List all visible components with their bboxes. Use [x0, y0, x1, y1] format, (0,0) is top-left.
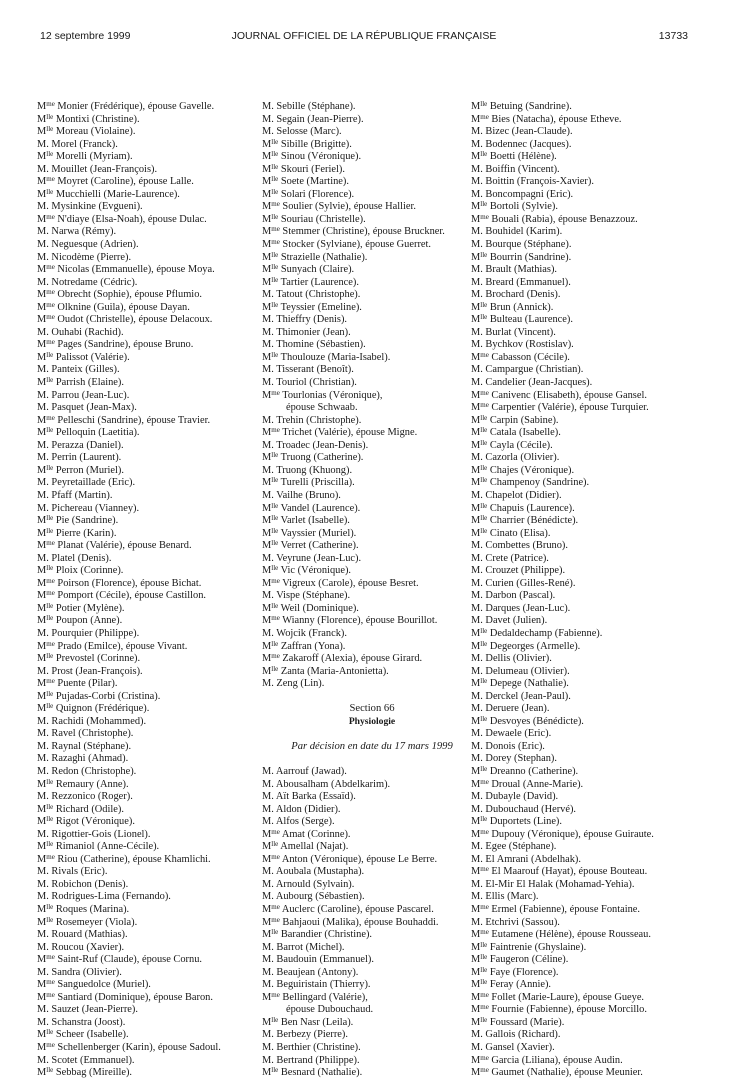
list-item: M. Boittin (François-Xavier).: [471, 176, 594, 188]
list-item: M. Parrou (Jean-Luc).: [37, 389, 130, 401]
list-item: $M^{lle}$ Degeorges (Armelle).: [471, 640, 581, 652]
list-item: M. Pourquier (Philippe).: [37, 627, 140, 639]
list-item: M. Prost (Jean-François).: [37, 665, 143, 677]
list-item: M. Narwa (Rémy).: [37, 226, 117, 238]
list-item: M. Nicodème (Pierre).: [37, 251, 132, 263]
list-item: $M^{me}$ Soulier (Sylvie), épouse Hallier.: [262, 201, 417, 213]
list-item: M. Boiffin (Vincent).: [471, 163, 560, 175]
list-item: M. Rivals (Eric).: [37, 866, 108, 878]
list-item: $M^{me}$ Pomport (Cécile), épouse Castillon.: [37, 590, 207, 602]
list-item: M. Brault (Mathias).: [471, 264, 557, 276]
list-item: M. Ravel (Christophe).: [37, 728, 134, 740]
list-item: M. Vispe (Stéphane).: [262, 590, 351, 602]
list-item: M. Wojcik (Franck).: [262, 627, 347, 639]
list-item: $M^{lle}$ Dedaldechamp (Fabienne).: [471, 627, 603, 639]
list-item: $M^{me}$ Amat (Corinne).: [262, 828, 351, 840]
list-item: $M^{me}$ Santiard (Dominique), épouse Baron.: [37, 991, 213, 1003]
list-item: $M^{lle}$ Sunyach (Claire).: [262, 264, 355, 276]
list-item: M. Segain (Jean-Pierre).: [262, 113, 364, 125]
list-item: $M^{me}$ Garcia (Liliana), épouse Audin.: [471, 1054, 623, 1066]
list-item: $M^{me}$ Follet (Marie-Laure), épouse Gueye.: [471, 991, 645, 1003]
list-item: $M^{lle}$ Betuing (Sandrine).: [471, 101, 572, 112]
list-item: M. Tisserant (Benoît).: [262, 364, 354, 376]
list-item: M. Bizec (Jean-Claude).: [471, 126, 573, 138]
list-item: $M^{me}$ Vigreux (Carole), épouse Besret.: [262, 577, 419, 589]
list-item: M. Dellis (Olivier).: [471, 653, 552, 665]
list-item: $M^{lle}$ Brun (Annick).: [471, 301, 554, 313]
list-item: M. Deruere (Jean).: [471, 703, 550, 715]
list-item: M. Etchrivi (Sassou).: [471, 916, 560, 928]
list-item: $M^{lle}$ Remaury (Anne).: [37, 778, 129, 790]
list-item: $M^{lle}$ Soete (Martine).: [262, 176, 349, 188]
list-item: $M^{lle}$ Perron (Muriel).: [37, 464, 124, 476]
list-item: M. Selosse (Marc).: [262, 126, 342, 138]
list-item: M. Raynal (Stéphane).: [37, 740, 132, 752]
section-block: [262, 691, 482, 766]
list-item: $M^{lle}$ Catala (Isabelle).: [471, 427, 561, 439]
list-item: M. Truong (Khuong).: [262, 464, 353, 476]
list-item: M. Morel (Franck).: [37, 138, 118, 150]
list-item: M. Troadec (Jean-Denis).: [262, 439, 369, 451]
list-item: $M^{lle}$ Parrish (Elaine).: [37, 377, 124, 389]
issue-date: 12 septembre 1999: [40, 30, 131, 42]
list-item: $M^{lle}$ Faye (Florence).: [471, 966, 559, 978]
list-item: M. Perazza (Daniel).: [37, 439, 124, 451]
list-item: $M^{lle}$ Sebbag (Mireille).: [37, 1067, 133, 1079]
list-item: M. Berthier (Christine).: [262, 1042, 361, 1054]
list-item: $M^{lle}$ Zanta (Maria-Antonietta).: [262, 665, 389, 677]
list-item: $M^{lle}$ Ploix (Corinne).: [37, 565, 124, 577]
list-item: $M^{me}$ Ermel (Fabienne), épouse Fontaine.: [471, 904, 641, 915]
list-item: $M^{lle}$ Carpin (Sabine).: [471, 414, 559, 426]
page-header: [40, 30, 688, 46]
list-item: M. Perrin (Laurent).: [37, 452, 122, 464]
list-item: M. Aoubala (Mustapha).: [262, 866, 365, 878]
list-item: $M^{me}$ Monier (Frédérique), épouse Gavelle.: [37, 101, 215, 112]
list-item: M. Notredame (Cédric).: [37, 276, 138, 288]
list-item: M. Bodennec (Jacques).: [471, 138, 572, 150]
list-item: $M^{lle}$ Bulteau (Laurence).: [471, 314, 573, 326]
list-item: $M^{lle}$ Quignon (Frédérique).: [37, 703, 150, 715]
list-item: M. Bouhidel (Karim).: [471, 226, 563, 238]
list-item: $M^{lle}$ Scheer (Isabelle).: [37, 1029, 129, 1041]
list-item: M. Ellis (Marc).: [471, 891, 539, 903]
list-item: M. Beguiristain (Thierry).: [262, 979, 371, 991]
list-item: $M^{me}$ Zakaroff (Alexia), épouse Girard.: [262, 653, 423, 665]
list-item: M. Schanstra (Joost).: [37, 1016, 126, 1028]
list-item: $M^{lle}$ Pelloquin (Laetitia).: [37, 427, 140, 439]
list-item: M. Dewaele (Eric).: [471, 728, 552, 740]
list-item: épouse Dubouchaud.: [286, 1004, 374, 1016]
list-item: $M^{lle}$ Ben Nasr (Leila).: [262, 1016, 354, 1028]
list-item: $M^{lle}$ Thoulouze (Maria-Isabel).: [262, 351, 391, 363]
list-item: M. Rigottier-Gois (Lionel).: [37, 828, 151, 840]
list-item: $M^{lle}$ Prevostel (Corinne).: [37, 653, 141, 665]
list-item: $M^{me}$ Nicolas (Emmanuelle), épouse Moya.: [37, 264, 215, 276]
list-item: M. Scotet (Emmanuel).: [37, 1054, 135, 1066]
list-item: M. Rachidi (Mohammed).: [37, 715, 147, 727]
list-item: M. Arnould (Sylvain).: [262, 878, 355, 890]
list-item: M. Platel (Denis).: [37, 552, 112, 564]
list-item: M. Rodrigues-Lima (Fernando).: [37, 891, 171, 903]
list-item: $M^{me}$ Riou (Catherine), épouse Khamlichi.: [37, 853, 211, 865]
list-item: $M^{lle}$ Sibille (Brigitte).: [262, 138, 352, 150]
list-item: $M^{me}$ Pelleschi (Sandrine), épouse Travier.: [37, 414, 211, 426]
list-item: $M^{me}$ Dupouy (Véronique), épouse Guiraute.: [471, 828, 654, 840]
list-item: $M^{lle}$ Solari (Florence).: [262, 188, 355, 200]
list-item: $M^{lle}$ Vic (Véronique).: [262, 565, 352, 577]
list-item: M. Beaujean (Antony).: [262, 966, 359, 978]
list-item: $M^{me}$ Stemmer (Christine), épouse Bruckner.: [262, 226, 445, 238]
list-item: $M^{lle}$ Souriau (Christelle).: [262, 213, 366, 225]
list-item: $M^{lle}$ Foussard (Marie).: [471, 1016, 565, 1028]
list-item: M. Neguesque (Adrien).: [37, 239, 139, 251]
list-item: $M^{lle}$ Faugeron (Céline).: [471, 954, 569, 966]
list-item: $M^{lle}$ Feray (Annie).: [471, 979, 552, 991]
list-item: $M^{me}$ Pages (Sandrine), épouse Bruno.: [37, 339, 194, 351]
list-item: $M^{lle}$ Roques (Marina).: [37, 904, 130, 915]
list-item: $M^{lle}$ Pujadas-Corbi (Cristina).: [37, 690, 161, 702]
list-item: $M^{lle}$ Chapuis (Laurence).: [471, 502, 575, 514]
list-item: $M^{me}$ Eutamene (Hélène), épouse Rousseau.: [471, 929, 651, 941]
list-item: M. Redon (Christophe).: [37, 765, 137, 777]
list-item: M. Derckel (Jean-Paul).: [471, 690, 571, 702]
list-item: M. Touriol (Christian).: [262, 377, 357, 389]
list-item: $M^{me}$ Droual (Anne-Marie).: [471, 778, 584, 790]
list-item: M. Trehin (Christophe).: [262, 414, 362, 426]
list-item: $M^{me}$ Canivenc (Elisabeth), épouse Gansel.: [471, 389, 647, 401]
list-item: $M^{lle}$ Verret (Catherine).: [262, 540, 359, 552]
list-item: $M^{lle}$ Turelli (Priscilla).: [262, 477, 355, 489]
list-section-65-continued: [262, 101, 482, 691]
list-item: $M^{lle}$ Barandier (Christine).: [262, 929, 373, 941]
list-item: M. Delumeau (Olivier).: [471, 665, 570, 677]
column-left: [37, 101, 257, 1080]
list-section-66: [262, 766, 482, 1080]
list-item: $M^{lle}$ Besnard (Nathalie).: [262, 1067, 363, 1079]
list-item: M. Egee (Stéphane).: [471, 841, 557, 853]
list-item: M. Vailhe (Bruno).: [262, 489, 341, 501]
list-item: $M^{lle}$ Amellal (Najat).: [262, 841, 349, 853]
list-item: M. Boncompagni (Eric).: [471, 188, 574, 200]
list-item: $M^{me}$ Saint-Ruf (Claude), épouse Cornu.: [37, 954, 202, 966]
list-item: $M^{lle}$ Tartier (Laurence).: [262, 276, 359, 288]
list-item: M. Curien (Gilles-René).: [471, 577, 576, 589]
list-item: M. Brochard (Denis).: [471, 289, 561, 301]
list-item: $M^{lle}$ Chajes (Véronique).: [471, 464, 575, 476]
column-right: [471, 101, 691, 1080]
list-item: $M^{me}$ Gaumet (Nathalie), épouse Meunier.: [471, 1067, 643, 1079]
list-item: $M^{lle}$ Palissot (Valérie).: [37, 351, 130, 363]
list-item: M. Sandra (Olivier).: [37, 966, 122, 978]
list-item: $M^{me}$ Stocker (Sylviane), épouse Guerret.: [262, 239, 432, 251]
list-item: M. Pasquet (Jean-Max).: [37, 402, 137, 414]
list-item: $M^{lle}$ Bortoli (Sylvie).: [471, 201, 558, 213]
section-subject: Physiologie: [348, 715, 396, 727]
list-item: $M^{lle}$ Richard (Odile).: [37, 803, 124, 815]
page-number: 13733: [658, 30, 688, 42]
list-item: $M^{me}$ Moyret (Caroline), épouse Lalle.: [37, 176, 194, 188]
list-item: $M^{lle}$ Champenoy (Sandrine).: [471, 477, 590, 489]
list-item: $M^{lle}$ Bourrin (Sandrine).: [471, 251, 572, 263]
list-item: $M^{lle}$ Poupon (Anne).: [37, 615, 123, 627]
list-item: $M^{me}$ Carpentier (Valérie), épouse Turquier.: [471, 402, 649, 414]
list-item: M. Darques (Jean-Luc).: [471, 602, 571, 614]
list-item: M. Dubayle (David).: [471, 791, 559, 803]
list-item: $M^{lle}$ Cayla (Cécile).: [471, 439, 553, 451]
list-item: $M^{lle}$ Boetti (Hélène).: [471, 151, 557, 163]
list-item: $M^{me}$ Obrecht (Sophie), épouse Pflumio.: [37, 289, 202, 301]
list-item: M. Alfos (Serge).: [262, 816, 335, 828]
list-item: $M^{lle}$ Skouri (Feriel).: [262, 163, 345, 175]
list-item: M. Bourque (Stéphane).: [471, 239, 572, 251]
list-item: $M^{me}$ Bouali (Rabia), épouse Benazzouz.: [471, 213, 638, 225]
list-item: M. Campargue (Christian).: [471, 364, 584, 376]
list-item: M. Thieffry (Denis).: [262, 314, 348, 326]
list-item: M. Mouillet (Jean-François).: [37, 163, 158, 175]
section-heading: Section 66: [349, 703, 395, 715]
list-item: $M^{lle}$ Teyssier (Emeline).: [262, 301, 362, 313]
list-item: M. Peyretaillade (Eric).: [37, 477, 136, 489]
list-item: M. Pichereau (Vianney).: [37, 502, 140, 514]
list-item: $M^{me}$ Oudot (Christelle), épouse Delacoux.: [37, 314, 213, 326]
list-item: $M^{lle}$ Vayssier (Muriel).: [262, 527, 357, 539]
list-item: M. Sauzet (Jean-Pierre).: [37, 1004, 138, 1016]
list-item: $M^{lle}$ Rigot (Véronique).: [37, 816, 135, 828]
column-middle: [262, 101, 482, 1080]
list-item: $M^{lle}$ Zaffran (Yona).: [262, 640, 346, 652]
list-item: $M^{lle}$ Truong (Catherine).: [262, 452, 364, 464]
list-item: $M^{me}$ Puente (Pilar).: [37, 678, 118, 690]
list-item: M. El Amrani (Abdelhak).: [471, 853, 581, 865]
list-item: M. Dubouchaud (Hervé).: [471, 803, 577, 815]
list-item: $M^{me}$ Trichet (Valérie), épouse Migne.: [262, 427, 418, 439]
list-item: $M^{lle}$ Varlet (Isabelle).: [262, 515, 350, 527]
list-item: M. Mysinkine (Evgueni).: [37, 201, 143, 213]
list-item: $M^{me}$ Bahjaoui (Malika), épouse Bouhaddi.: [262, 916, 439, 928]
list-item: M. Donois (Eric).: [471, 740, 545, 752]
list-item: M. Abousalham (Abdelkarim).: [262, 778, 391, 790]
list-item: M. El-Mir El Halak (Mohamad-Yehia).: [471, 878, 635, 890]
list-item: $M^{lle}$ Desvoyes (Bénédicte).: [471, 715, 584, 727]
list-item: $M^{me}$ Bies (Natacha), épouse Etheve.: [471, 113, 622, 125]
list-item: M. Combettes (Bruno).: [471, 540, 568, 552]
list-item: M. Davet (Julien).: [471, 615, 548, 627]
list-item: $M^{lle}$ Montixi (Christine).: [37, 113, 140, 125]
list-item: $M^{me}$ Tourlonias (Véronique),: [262, 389, 383, 401]
list-item: $M^{me}$ Schellenberger (Karin), épouse Sadoul.: [37, 1042, 221, 1054]
list-item: M. Breard (Emmanuel).: [471, 276, 571, 288]
list-item: $M^{lle}$ Cinato (Elisa).: [471, 527, 551, 539]
list-item: $M^{me}$ Olknine (Guila), épouse Dayan.: [37, 301, 190, 313]
list-item: M. Tatout (Christophe).: [262, 289, 361, 301]
decision-date-line: Par décision en date du 17 mars 1999: [291, 740, 453, 752]
list-item: $M^{me}$ El Maarouf (Hayat), épouse Bouteau.: [471, 866, 648, 878]
list-item: M. Darbon (Pascal).: [471, 590, 556, 602]
list-item: $M^{lle}$ Duportets (Line).: [471, 816, 562, 828]
list-item: $M^{lle}$ Strazielle (Nathalie).: [262, 251, 368, 263]
list-item: $M^{lle}$ Rosemeyer (Viola).: [37, 916, 138, 928]
list-item: $M^{me}$ Cabasson (Cécile).: [471, 351, 570, 363]
list-item: $M^{lle}$ Sinou (Véronique).: [262, 151, 362, 163]
list-item: M. Aarrouf (Jawad).: [262, 765, 347, 777]
list-item: $M^{me}$ Wianny (Florence), épouse Bourillot.: [262, 615, 438, 627]
list-item: $M^{lle}$ Charrier (Bénédicte).: [471, 515, 579, 527]
list-item: M. Barrot (Michel).: [262, 941, 345, 953]
list-item: M. Rouard (Mathias).: [37, 929, 128, 941]
list-item: $M^{lle}$ Pie (Sandrine).: [37, 515, 119, 527]
list-item: M. Roucou (Xavier).: [37, 941, 125, 953]
list-item: M. Razaghi (Ahmad).: [37, 753, 129, 765]
list-item: $M^{lle}$ Faintrenie (Ghyslaine).: [471, 941, 587, 953]
list-item: M. Gallois (Richard).: [471, 1029, 561, 1041]
list-item: M. Candelier (Jean-Jacques).: [471, 377, 593, 389]
list-item: M. Veyrune (Jean-Luc).: [262, 552, 362, 564]
list-item: M. Ouhabi (Rachid).: [37, 326, 124, 338]
list-item: $M^{lle}$ Vandel (Laurence).: [262, 502, 361, 514]
list-item: $M^{lle}$ Mucchielli (Marie-Laurence).: [37, 188, 180, 200]
list-item: $M^{me}$ Auclerc (Caroline), épouse Pascarel.: [262, 904, 434, 915]
list-item: $M^{lle}$ Moreau (Violaine).: [37, 126, 136, 138]
list-item: M. Thomine (Sébastien).: [262, 339, 366, 351]
list-item: $M^{me}$ Prado (Emilce), épouse Vivant.: [37, 640, 188, 652]
list-item: M. Rezzonico (Roger).: [37, 791, 133, 803]
list-item: M. Aldon (Didier).: [262, 803, 341, 815]
list-item: $M^{me}$ Fournie (Fabienne), épouse Morcillo.: [471, 1004, 647, 1016]
list-item: M. Crete (Patrice).: [471, 552, 549, 564]
list-item: $M^{lle}$ Pierre (Karin).: [37, 527, 117, 539]
list-item: $M^{me}$ Sanguedolce (Muriel).: [37, 979, 151, 991]
list-item: M. Cazorla (Olivier).: [471, 452, 560, 464]
list-item: M. Panteix (Gilles).: [37, 364, 120, 376]
list-item: $M^{me}$ Bellingard (Valérie),: [262, 991, 368, 1003]
list-item: M. Dorey (Stephan).: [471, 753, 557, 765]
list-item: épouse Schwaab.: [286, 402, 358, 414]
list-item: M. Bychkov (Rostislav).: [471, 339, 574, 351]
list-item: $M^{lle}$ Depege (Nathalie).: [471, 678, 569, 690]
list-item: $M^{lle}$ Weil (Dominique).: [262, 602, 359, 614]
list-item: $M^{lle}$ Dreanno (Catherine).: [471, 765, 579, 777]
list-item: $M^{me}$ Poirson (Florence), épouse Bichat.: [37, 577, 202, 589]
list-item: M. Burlat (Vincent).: [471, 326, 556, 338]
list-item: M. Zeng (Lin).: [262, 678, 325, 690]
list-item: M. Aubourg (Sébastien).: [262, 891, 365, 903]
list-item: M. Crouzet (Philippe).: [471, 565, 566, 577]
list-item: M. Chapelot (Didier).: [471, 489, 562, 501]
list-item: $M^{me}$ Anton (Véronique), épouse Le Berre.: [262, 853, 438, 865]
list-item: $M^{me}$ N'diaye (Elsa-Noah), épouse Dulac.: [37, 213, 207, 225]
list-item: M. Baudouin (Emmanuel).: [262, 954, 374, 966]
list-item: $M^{me}$ Planat (Valérie), épouse Benard.: [37, 540, 192, 552]
list-item: M. Thimonier (Jean).: [262, 326, 351, 338]
list-item: $M^{lle}$ Potier (Mylène).: [37, 602, 125, 614]
list-item: M. Aït Barka (Essaïd).: [262, 791, 356, 803]
list-item: M. Robichon (Denis).: [37, 878, 129, 890]
journal-title: JOURNAL OFFICIEL DE LA RÉPUBLIQUE FRANÇAISE: [231, 30, 497, 42]
list-item: $M^{lle}$ Rimaniol (Anne-Cécile).: [37, 841, 160, 853]
list-item: $M^{lle}$ Morelli (Myriam).: [37, 151, 133, 163]
list-item: M. Sebille (Stéphane).: [262, 101, 356, 112]
list-item: M. Gansel (Xavier).: [471, 1042, 555, 1054]
list-item: M. Bertrand (Philippe).: [262, 1054, 360, 1066]
list-item: M. Pfaff (Martin).: [37, 489, 113, 501]
list-item: M. Berbezy (Pierre).: [262, 1029, 348, 1041]
